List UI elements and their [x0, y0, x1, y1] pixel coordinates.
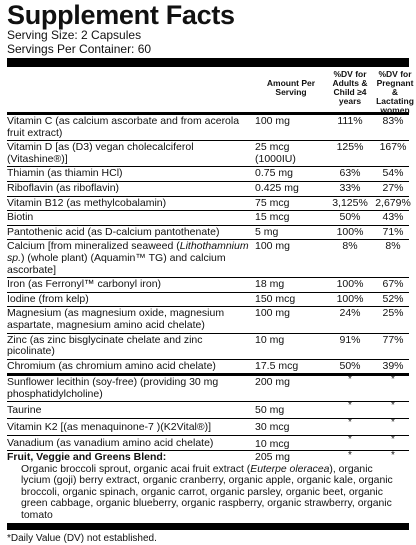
ingredients-part: ), organic lycium (goji) berry extract, organic cranberry, organic apple, organic kale, organic broccoli, organic spinach, organic carrot, organic parsley, organic beet, organic green cabbage, organic blueberry, organic raspberry, organic strawberry, organic tomato: [21, 463, 393, 521]
nutrient-amount: 30 mcg: [255, 421, 290, 434]
nutrient-row: [7, 239, 409, 277]
dv-adults: 50%: [339, 359, 361, 372]
latin-name: Euterpe oleracea: [250, 463, 330, 475]
dv-adults-header: %DV for Adults & Child ≥4 years: [332, 69, 368, 106]
servings-per-container: Servings Per Container: 60: [7, 41, 152, 56]
nutrient-amount: 0.75 mg: [255, 167, 293, 180]
nutrient-name: Biotin: [7, 211, 34, 224]
dv-adults: 111%: [337, 115, 363, 127]
nutrient-row: [7, 373, 409, 401]
dv-pregnant: *: [391, 417, 395, 429]
name-part: Calcium [from mineralized seaweed (: [7, 240, 180, 253]
nutrient-row: [7, 140, 409, 166]
panel-title: Supplement Facts: [7, 0, 235, 30]
blend-amount: 205 mg: [255, 451, 291, 464]
serving-size: Serving Size: 2 Capsules: [7, 28, 142, 42]
nutrient-amount: 10 mg: [255, 333, 285, 346]
nutrient-row: [7, 115, 409, 140]
nutrient-amount: 10 mcg: [255, 437, 290, 450]
dv-pregnant: 25%: [382, 307, 404, 320]
dv-adults: 125%: [336, 141, 364, 154]
nutrient-name: Vitamin C (as calcium ascorbate and from acerola fruit extract): [7, 115, 240, 139]
dv-adults: *: [348, 374, 352, 386]
dv-pregnant: 43%: [382, 211, 404, 224]
dv-adults: 91%: [339, 333, 361, 346]
nutrient-name: Iron (as Ferronyl™ carbonyl iron): [7, 278, 162, 291]
blend-dv-adults: *: [348, 450, 352, 462]
nutrient-name: Sunflower lecithin (soy-free) (providing 30 mg phosphatidylcholine): [7, 376, 219, 400]
dv-pregnant: 77%: [382, 333, 404, 346]
nutrient-amount: 100 mg: [255, 115, 291, 127]
nutrient-row: [7, 306, 409, 332]
nutrient-name: Chromium (as chromium amino acid chelate): [7, 359, 216, 372]
nutrient-row: [7, 333, 409, 359]
nutrient-row: [7, 401, 409, 418]
blend-name: Fruit, Veggie and Greens Blend:: [7, 451, 167, 464]
dv-pregnant: 54%: [382, 167, 404, 180]
dv-pregnant: 71%: [382, 225, 404, 238]
nutrient-name: Vitamin K2 [(as menaquinone-7 )(K2Vital®)]: [7, 421, 212, 434]
dv-adults: 3,125%: [332, 196, 368, 209]
dv-adults: 63%: [339, 167, 361, 180]
nutrient-amount: 150 mcg: [255, 292, 296, 305]
dv-adults: 100%: [336, 292, 364, 305]
nutrient-row: [7, 181, 409, 196]
nutrient-row: [7, 359, 409, 374]
nutrient-amount: 100 mg: [255, 307, 291, 320]
nutrient-amount: 18 mg: [255, 278, 285, 291]
dv-pregnant: *: [391, 400, 395, 412]
nutrient-name: Vanadium (as vanadium amino acid chelate): [7, 436, 214, 449]
nutrient-row: [7, 225, 409, 240]
dv-adults: 50%: [339, 211, 361, 224]
blend-ingredients: [7, 464, 409, 522]
nutrient-name: Magnesium (as magnesium oxide, magnesium aspartate, magnesium amino acid chelate): [7, 307, 225, 331]
amount-header: Amount Per Serving: [266, 78, 316, 97]
dv-adults: 100%: [336, 278, 364, 291]
dv-adults: *: [348, 417, 352, 429]
nutrient-name: Taurine: [7, 404, 42, 417]
nutrient-amount: 75 mcg: [255, 196, 290, 209]
nutrient-row: [7, 277, 409, 292]
nutrient-amount: 15 mcg: [255, 211, 290, 224]
dv-pregnant: 2,679%: [375, 196, 411, 209]
dv-pregnant: 39%: [382, 359, 404, 372]
nutrient-name: [7, 240, 249, 277]
nutrient-row: [7, 292, 409, 307]
dv-adults: 24%: [339, 307, 361, 320]
blend-header-line: [7, 452, 409, 464]
nutrient-name: Iodine (from kelp): [7, 292, 89, 305]
nutrient-row: [7, 210, 409, 225]
dv-pregnant: 167%: [379, 141, 407, 154]
nutrient-name: Thiamin (as thiamin HCl): [7, 167, 123, 180]
ingredients-part: Organic broccoli sprout, organic acai fruit extract (: [21, 463, 251, 475]
dv-pregnant: 27%: [382, 181, 404, 194]
nutrient-amount: 0.425 mg: [255, 181, 299, 194]
dv-pregnant: 67%: [382, 278, 404, 291]
dv-pregnant: 8%: [385, 240, 401, 253]
name-part: ) (whole plant) (Aquamin™ TG) and calcium ascorbate]: [7, 251, 226, 276]
nutrient-amount: 100 mg: [255, 240, 291, 253]
nutrient-amount: 25 mcg (1000IU): [255, 141, 296, 165]
nutrient-amount: 17.5 mcg: [255, 359, 299, 372]
bottom-divider: [7, 523, 409, 530]
column-headers: [7, 67, 414, 115]
nutrient-amount: 200 mg: [255, 376, 291, 389]
nutrient-row: [7, 418, 409, 435]
dv-pregnant: 52%: [382, 292, 404, 305]
latin-name: Lithothamnium sp.: [7, 240, 249, 264]
blend-dv-pregnant: *: [391, 450, 395, 462]
thick-divider: [7, 58, 409, 67]
dv-pregnant-header: %DV for Pregnant & Lactating women: [376, 69, 414, 115]
nutrient-name: Vitamin D [as (D3) vegan cholecalciferol (Vitashine®)]: [7, 141, 194, 165]
dv-adults: *: [348, 400, 352, 412]
dv-pregnant: *: [391, 433, 395, 445]
dv-adults: 100%: [336, 225, 364, 238]
dv-adults: *: [348, 433, 352, 445]
dv-adults: 33%: [339, 181, 361, 194]
nutrient-name: Zinc (as zinc bisglycinate chelate and zinc picolinate): [7, 333, 203, 358]
dv-adults: 8%: [342, 240, 358, 253]
dv-pregnant: *: [391, 374, 395, 386]
nutrient-row: [7, 166, 409, 181]
nutrient-name: Vitamin B12 (as methylcobalamin): [7, 196, 167, 209]
blend-section: [7, 450, 409, 521]
nutrient-row: [7, 435, 409, 451]
nutrient-name: Pantothenic acid (as D-calcium pantothenate): [7, 225, 220, 238]
nutrient-name: Riboflavin (as riboflavin): [7, 181, 120, 194]
nutrient-row: [7, 196, 409, 211]
nutrient-amount: 5 mg: [255, 225, 279, 238]
nutrient-amount: 50 mg: [255, 404, 285, 417]
footnote: *Daily Value (DV) not established.: [7, 533, 157, 545]
dv-pregnant: 83%: [382, 115, 404, 127]
